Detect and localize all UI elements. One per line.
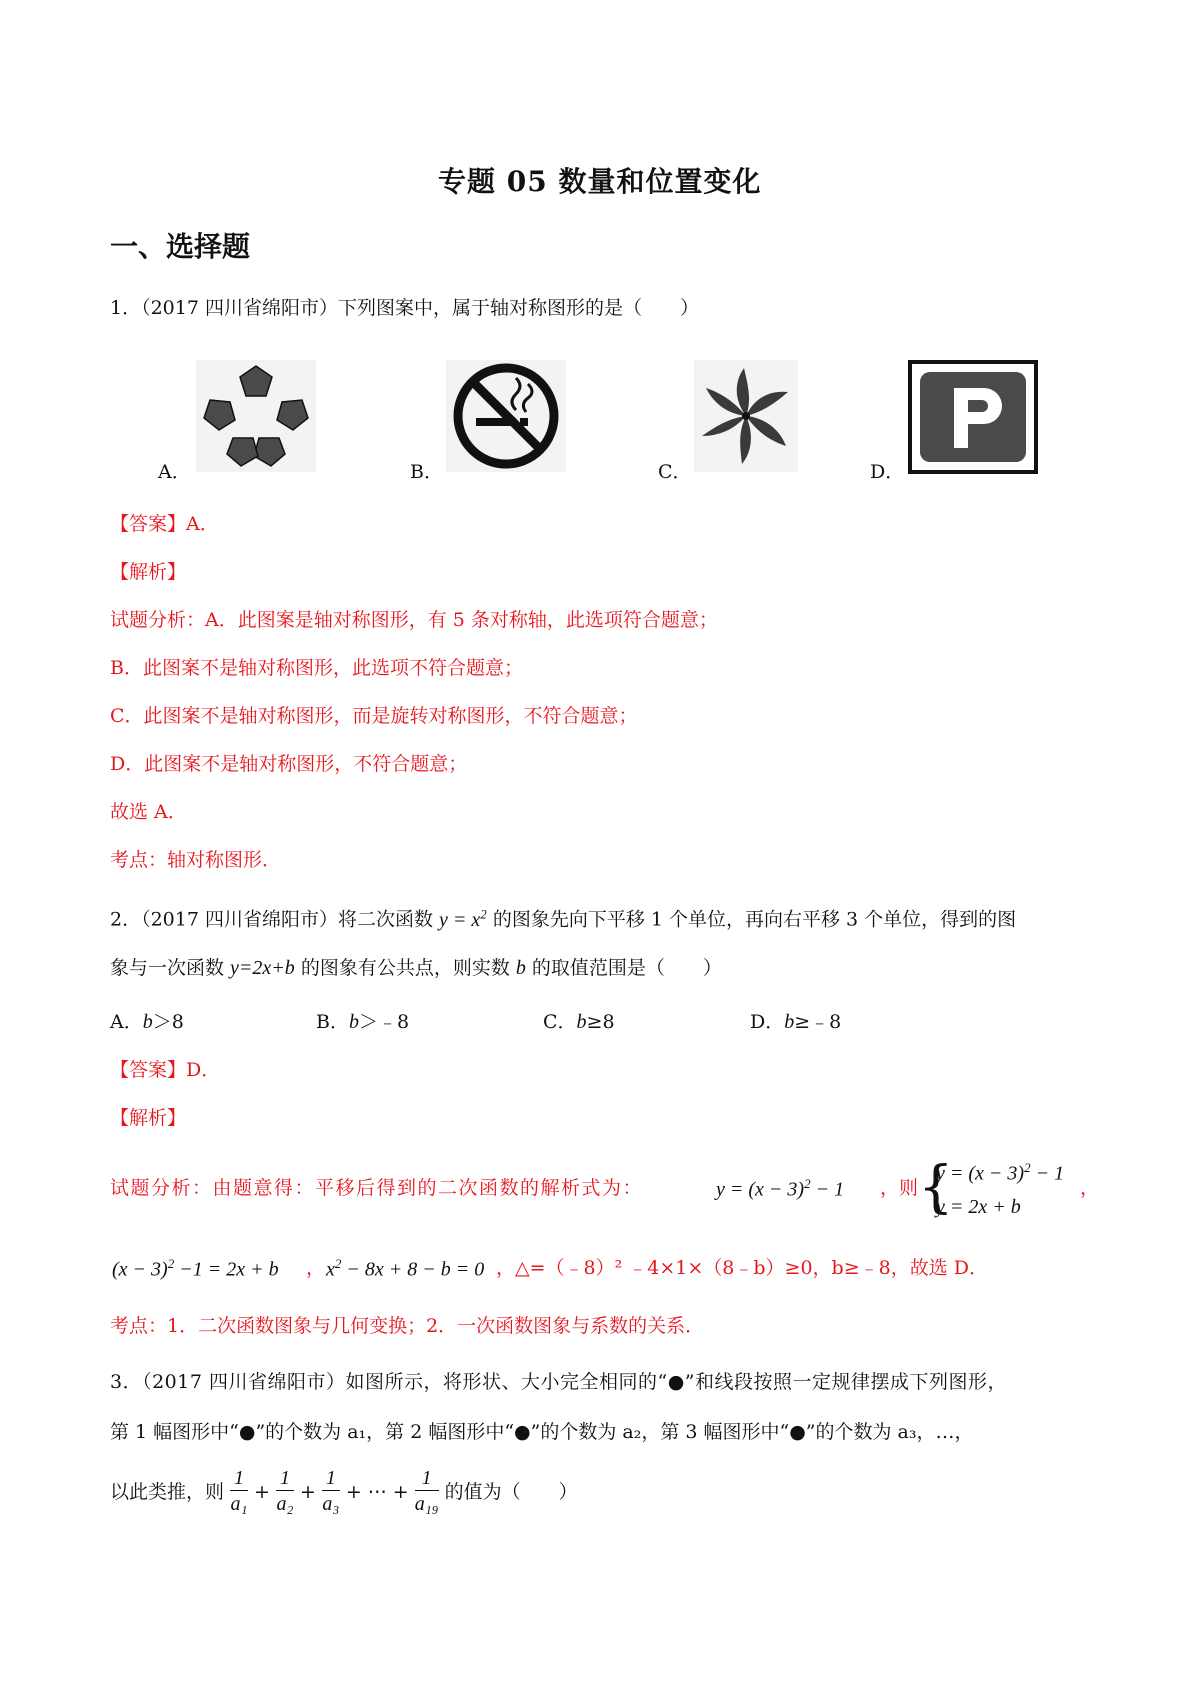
q3-frac-3: $\frac{1}{\text{a₃}}$: [322, 1467, 340, 1515]
q2-answer: 【答案】D．: [110, 1059, 221, 1081]
q2-analysis-label: 【解析】: [110, 1107, 187, 1129]
q2-analysis-intro: 试题分析：由题意得：平移后得到的二次函数的解析式为：: [110, 1177, 644, 1199]
section-heading: 一、选择题: [110, 230, 251, 263]
q2-line2-comma: ，: [306, 1257, 326, 1279]
q1-analysis-line: C．此图案不是轴对称图形，而是旋转对称图形，不符合题意；: [110, 705, 638, 727]
q3-frac-19: $\frac{1}{\text{a₁₉}}$: [414, 1467, 439, 1515]
q2-then: ，则: [880, 1177, 919, 1199]
q2-system-eq2: y = 2x + b: [936, 1196, 1021, 1218]
q2-line2-expr2: $x^2 - 8x + 8 - b = 0$: [326, 1256, 485, 1281]
q1-kaodian: 考点：轴对称图形．: [110, 849, 282, 871]
pentagon-flower-figure: [196, 360, 316, 472]
q1-stem: 1．（2017 四川省绵阳市）下列图案中，属于轴对称图形的是（ ）: [110, 297, 699, 319]
q1-analysis-line: D．此图案不是轴对称图形，不符合题意；: [110, 753, 468, 775]
page-title: 专题 05 数量和位置变化: [438, 165, 762, 198]
q2-system-brace: {: [918, 1155, 954, 1220]
q1-option-a-label: A．: [158, 461, 191, 483]
parking-sign-figure: [908, 360, 1038, 474]
q1-option-c-label: C．: [658, 461, 692, 483]
q2-kaodian: 考点：1．二次函数图象与几何变换；2．一次函数图象与系数的关系．: [110, 1315, 705, 1337]
q2-stem-line1: 2．（2017 四川省绵阳市）将二次函数 $y = x^2$ 的图象先向下平移 1 个单位，再向右平移 3 个单位，得到的图: [110, 906, 1017, 931]
q2-comma: ，: [1080, 1177, 1100, 1199]
q3-line2: 第 1 幅图形中“●”的个数为 a₁，第 2 幅图形中“●”的个数为 a₂，第 3 幅图形中“●”的个数为 a₃，…，: [110, 1421, 974, 1443]
q2-option-d: D．b≥﹣8: [750, 1011, 842, 1033]
q1-answer: 【答案】A．: [110, 513, 219, 535]
q2-system-eq1: $y = (x - 3)^2 - 1$: [936, 1160, 1065, 1185]
q1-option-b-label: B．: [410, 461, 443, 483]
q2-option-c: C．b≥8: [543, 1011, 615, 1033]
q2-line2-conclusion: ，△=（﹣8）² ﹣4×1×（8﹣b）≥0，b≥﹣8，故选 D．: [496, 1257, 988, 1279]
q1-option-d-label: D．: [870, 461, 905, 483]
q3-frac-1: $\frac{1}{\text{a₁}}$: [230, 1467, 248, 1515]
q2-option-b: B．b＞﹣8: [316, 1011, 410, 1033]
q2-line2-expr1: $(x - 3)^2 -1 = 2x + b$: [112, 1256, 279, 1281]
q1-analysis-line: 故选 A．: [110, 801, 187, 823]
pinwheel-figure: [694, 360, 798, 472]
q3-line3: 以此类推，则 $\frac{1}{\text{a₁}}$ + $\frac{1}{\text{a₂}}$ + $\frac{1}{\text{a₃}}$ + ⋯ + $\frac{1}{\text{a₁₉}}$ 的值为（ ）: [110, 1467, 578, 1515]
q3-frac-2: $\frac{1}{\text{a₂}}$: [276, 1467, 294, 1515]
q3-line1: 3．（2017 四川省绵阳市）如图所示，将形状、大小完全相同的“●”和线段按照一定规律摆成下列图形，: [110, 1371, 1007, 1393]
q2-stem-func: $y = x^2$: [439, 906, 487, 931]
q2-stem-line2: 象与一次函数 y=2x+b 的图象有公共点，则实数 b 的取值范围是（ ）: [110, 957, 722, 979]
q1-analysis-line: B．此图案不是轴对称图形，此选项不符合题意；: [110, 657, 523, 679]
q1-analysis-line: 试题分析：A．此图案是轴对称图形，有 5 条对称轴，此选项符合题意；: [110, 609, 718, 631]
q2-option-a: A．b＞8: [110, 1011, 184, 1033]
q1-analysis-label: 【解析】: [110, 561, 187, 583]
no-smoking-figure: [446, 360, 566, 472]
q2-expr1: $y = (x - 3)^2 - 1$: [716, 1176, 845, 1201]
